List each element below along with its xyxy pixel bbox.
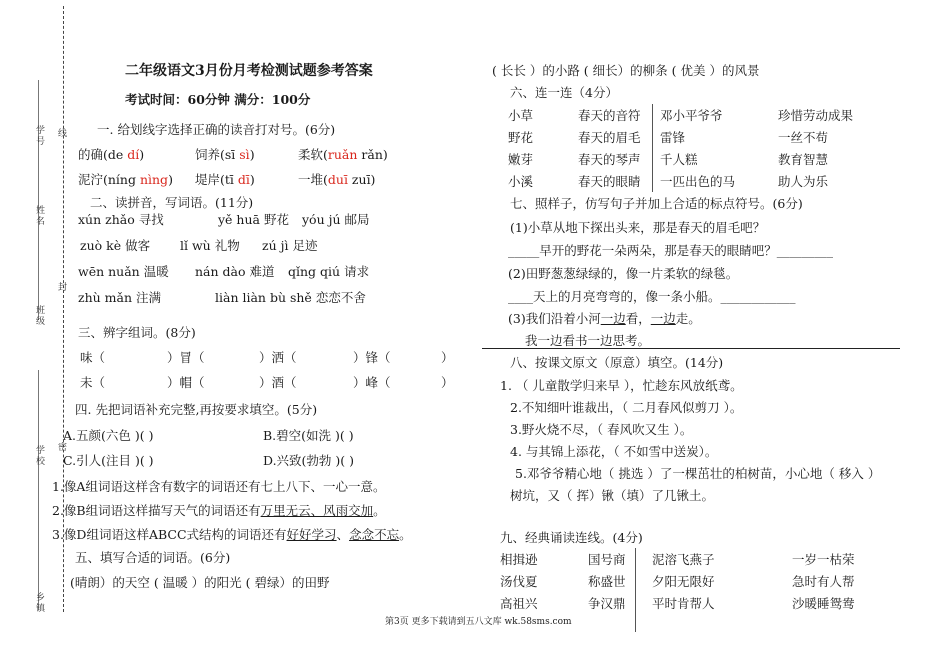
s6-left-match: 春天的眼睛 [578,174,641,189]
s9-b-term: 泥溶飞燕子 [652,552,715,567]
s9-b-term: 夕阳无限好 [652,574,715,589]
margin-label-seal: 封 [56,282,66,293]
exam-meta: 考试时间：60分钟 满分：100分 [125,92,311,107]
s4-q3: 3.像D组词语这样ABCC式结构的词语还有好好学习、念念不忘。 [52,527,412,542]
s7-line: (2)田野葱葱绿绿的，像一片柔软的绿毯。 [508,266,739,281]
s6-heading: 六、连一连（4分） [510,85,618,100]
s2-heading: 二、读拼音，写词语。(11分) [90,195,254,210]
margin-label-name: 姓名 [34,205,44,227]
binding-line [63,6,64,612]
s2-word: liàn liàn bù shě 恋恋不舍 [215,290,366,305]
s6-right-term: 千人糕 [660,152,698,167]
s9-b-match: 沙暖睡鸳鸯 [792,596,855,611]
s9-a-term: 汤伐夏 [500,574,538,589]
s4-q1: 1.像A组词语这样含有数字的词语还有七上八下、一心一意。 [52,479,386,494]
s8-line: 1. （ 儿童散学归来早 ），忙趁东风放纸鸢。 [500,378,743,393]
s1-item: 的确(de dí) [78,147,145,162]
s1-item: 一堆(duī zuī) [298,172,376,187]
s9-a-term: 高祖兴 [500,596,538,611]
s3-row: 味（ ）冒（ ）洒（ ）锋（ ） [80,350,454,365]
margin-label-line: 线 [56,128,66,139]
s5-line2: ( 长长 ）的小路 ( 细长）的柳条 ( 优美 ）的风景 [492,63,760,78]
s6-left-term: 野花 [508,130,534,145]
s6-right-match: 助人为乐 [778,174,829,189]
s4-option: C.引人(注目 )( ) [63,453,154,468]
s2-word: yě huā 野花 [218,212,289,227]
s9-heading: 九、经典诵读连线。(4分) [500,530,643,545]
s6-left-term: 小溪 [508,174,534,189]
s7-line: (3)我们沿着小河一边看，一边走。 [508,311,701,326]
s2-word: zuò kè 做客 [80,238,151,253]
s2-word: lǐ wù 礼物 [180,238,240,253]
s6-right-term: 雷锋 [660,130,686,145]
s6-right-term: 邓小平爷爷 [660,108,723,123]
s3-row: 未（ ）帽（ ）酒（ ）峰（ ） [80,375,454,390]
s2-word: wēn nuǎn 温暖 [78,264,169,279]
margin-label-secret: 密 [56,442,66,453]
s3-heading: 三、辨字组词。(8分) [78,325,196,340]
s8-line: 4. 与其锦上添花，（ 不如雪中送炭）。 [510,444,718,459]
s2-word: xún zhǎo 寻找 [78,212,164,227]
margin-label-school: 学校 [34,445,44,467]
s9-a-match: 称盛世 [588,574,626,589]
s7-line: (1)小草从地下探出头来，那是春天的眉毛吧？ [510,220,766,235]
s2-word: yóu jú 邮局 [302,212,370,227]
s4-option: A.五颜(六色 )( ) [63,428,154,443]
s7-line: _____早开的野花一朵两朵，那是春天的眼睛吧？_________ [508,243,834,258]
s4-option: D.兴致(勃勃 )( ) [263,453,355,468]
s9-a-match: 争汉鼎 [588,596,626,611]
s6-left-match: 春天的音符 [578,108,641,123]
name-blank-line [38,80,39,320]
s6-right-match: 珍惜劳动成果 [778,108,854,123]
s6-left-term: 嫩芽 [508,152,534,167]
s2-word: zú jì 足迹 [262,238,318,253]
s8-line: 树坑，又（ 挥）锹（填）了几锹土。 [510,488,714,503]
s9-b-term: 平时肯帮人 [652,596,715,611]
s6-left-match: 春天的眉毛 [578,130,641,145]
s4-q2: 2.像B组词语这样描写天气的词语还有万里无云、风雨交加。 [52,503,386,518]
s8-heading: 八、按课文原文（原意）填空。(14分) [510,355,724,370]
s6-left-term: 小草 [508,108,534,123]
page-title: 二年级语文3月份月考检测试题参考答案 [125,63,373,79]
s6-left-match: 春天的琴声 [578,152,641,167]
s5-heading: 五、填写合适的词语。(6分) [75,550,231,565]
s8-line: 5.邓爷爷精心地（ 挑选 ）了一棵茁壮的柏树苗，小心地（ 移入 ） [515,466,881,481]
s1-item: 泥泞(níng nìng) [78,172,173,187]
s1-item: 饲养(sī sì) [195,147,255,162]
s6-right-match: 教育智慧 [778,152,829,167]
s9-a-term: 相揖逊 [500,552,538,567]
s2-word: nán dào 难道 [195,264,275,279]
s4-option: B.碧空(如洗 )( ) [263,428,354,443]
s2-word: zhù mǎn 注满 [78,290,162,305]
s5-line1: (晴朗）的天空 ( 温暖 ）的阳光 ( 碧绿）的田野 [70,575,330,590]
s6-right-term: 一匹出色的马 [660,174,736,189]
margin-label-class: 班级 [34,305,44,327]
s7-heading: 七、照样子，仿写句子并加上合适的标点符号。(6分) [510,196,803,211]
s6-divider [652,104,653,192]
s6-right-match: 一丝不苟 [778,130,829,145]
page-footer: 第3页 更多下载请到五八文库 wk.58sms.com [385,617,572,627]
s1-heading: 一. 给划线字选择正确的读音打对号。(6分) [97,122,336,137]
s9-b-match: 一岁一枯荣 [792,552,855,567]
margin-label-id: 学号 [34,125,44,147]
s9-a-match: 国号商 [588,552,626,567]
s4-heading: 四. 先把词语补充完整,再按要求填空。(5分) [75,402,318,417]
section-divider [482,348,900,349]
s9-b-match: 急时有人帮 [792,574,855,589]
s7-line: ____天上的月亮弯弯的，像一条小船。____________ [508,289,796,304]
margin-label-township: 乡镇 [34,592,44,614]
s1-item: 柔软(ruǎn rǎn) [298,147,388,162]
s7-line: 我一边看书一边思考。 [525,333,651,348]
s1-item: 堤岸(tī dī) [195,172,255,187]
s2-word: qǐng qiú 请求 [288,264,370,279]
s8-line: 2.不知细叶谁裁出，（ 二月春风似剪刀 ）。 [510,400,743,415]
s9-divider [635,548,636,632]
school-blank-line [38,370,39,610]
s8-line: 3.野火烧不尽，（ 春风吹又生 ）。 [510,422,693,437]
